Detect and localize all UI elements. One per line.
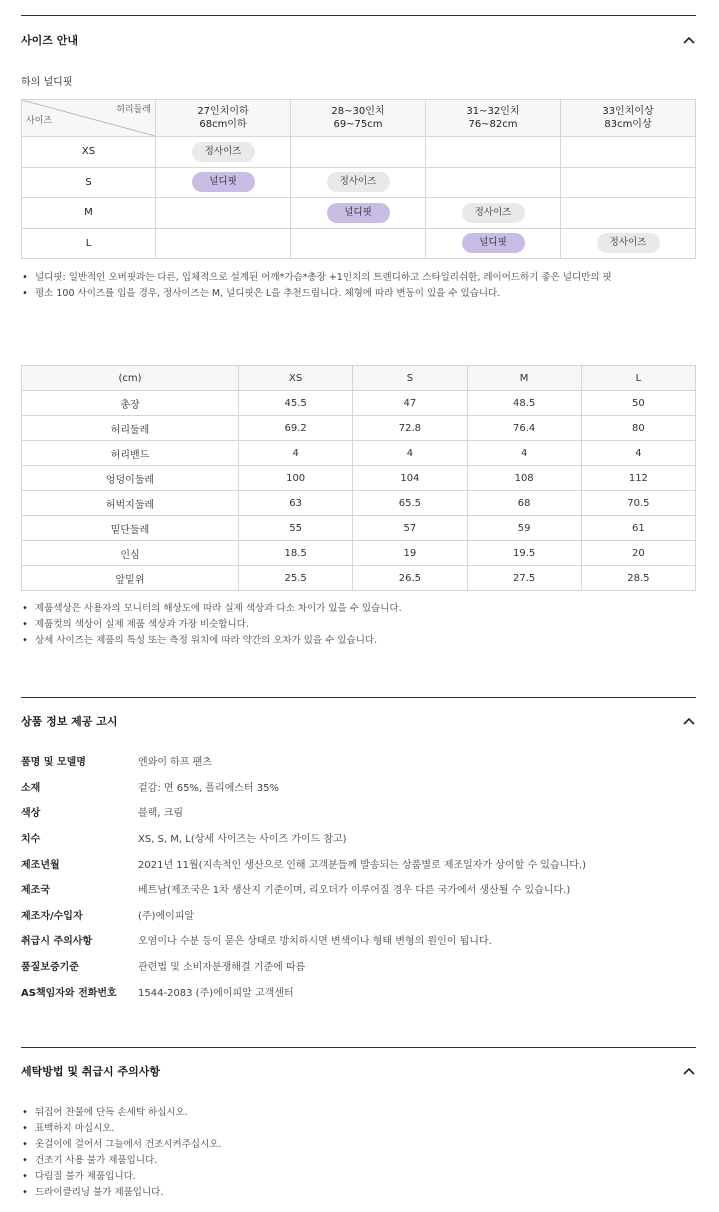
measurement-value-cell: 68 [467, 491, 581, 516]
regular-fit-badge: 정사이즈 [192, 142, 255, 162]
product-info-row [21, 953, 696, 979]
product-info-label: 제조자/수입자 [21, 910, 83, 922]
care-item: • 뒤집어 찬물에 단독 손세탁 하십시오. [21, 1105, 221, 1121]
product-info-label: 품질보증기준 [21, 962, 79, 974]
measurement-value-cell: 4 [353, 441, 467, 466]
care-item: • 옷걸이에 걸어서 그늘에서 건조시켜주십시오. [21, 1137, 221, 1153]
product-info-value: 엔와이 하프 팬츠 [138, 757, 212, 769]
fit-cell [156, 228, 291, 259]
measurement-value-cell: 19.5 [467, 541, 581, 566]
product-info-label: 제조국 [21, 885, 50, 897]
measurement-value-cell: 48.5 [467, 391, 581, 416]
measurement-value-cell: 4 [581, 441, 695, 466]
fit-row-size: M [22, 198, 156, 229]
measurement-label-cell: 인심 [22, 541, 239, 566]
measurement-value-cell: 76.4 [467, 416, 581, 441]
measurement-value-cell: 20 [581, 541, 695, 566]
measurement-value-cell: 26.5 [353, 566, 467, 591]
measurement-header-cell: XS [239, 366, 353, 391]
measurement-value-cell: 112 [581, 466, 695, 491]
product-info-value: 베트남(제조국은 1차 생산지 기준이며, 리오더가 이루어질 경우 다른 국가에서 생산될 수 있습니다.) [138, 885, 571, 897]
fit-cell [156, 137, 291, 168]
product-info-value: 겉감: 면 65%, 폴리에스터 35% [138, 782, 279, 794]
fit-row-size: XS [22, 137, 156, 168]
fit-cell [426, 167, 561, 198]
chevron-up-icon[interactable] [682, 33, 696, 47]
measurement-label-cell: 허리둘레 [22, 416, 239, 441]
care-header[interactable] [21, 1061, 696, 1081]
measurement-value-cell: 100 [239, 466, 353, 491]
measurement-value-cell: 63 [239, 491, 353, 516]
corner-waist-label: 허리둘레 [116, 105, 151, 115]
fit-col-header: 28~30인치 69~75cm [291, 100, 426, 137]
measurement-label-cell: 밑단둘레 [22, 516, 239, 541]
measurement-value-cell: 69.2 [239, 416, 353, 441]
fit-row [22, 167, 696, 198]
loose-fit-badge: 널디핏 [462, 233, 525, 253]
fit-note: • 평소 100 사이즈를 입을 경우, 정사이즈는 M, 널디핏은 L을 추천드립니다. 체형에 따라 변동이 있을 수 있습니다. [21, 286, 612, 302]
measurement-note: • 제품색상은 사용자의 모니터의 해상도에 따라 실제 색상과 다소 차이가 있을 수 있습니다. [21, 601, 402, 617]
fit-cell [426, 228, 561, 259]
product-info-row [21, 850, 696, 876]
product-info-list [21, 748, 696, 1004]
product-info-row [21, 799, 696, 825]
measurement-value-cell: 57 [353, 516, 467, 541]
product-info-value: 2021년 11월(지속적인 생산으로 인해 고객분들께 발송되는 상품별로 제조일자가 상이할 수 있습니다.) [138, 859, 587, 871]
product-info-label: AS책임자와 전화번호 [21, 987, 117, 999]
measurement-value-cell: 80 [581, 416, 695, 441]
fit-col-header: 33인치이상 83cm이상 [561, 100, 696, 137]
fit-cell [156, 198, 291, 229]
section-divider [21, 1047, 696, 1048]
measurement-table [21, 365, 696, 591]
fit-cell [561, 137, 696, 168]
fit-cell [291, 228, 426, 259]
fit-row [22, 137, 696, 168]
measurement-value-cell: 55 [239, 516, 353, 541]
fit-cell [561, 198, 696, 229]
fit-cell [561, 228, 696, 259]
measurement-value-cell: 65.5 [353, 491, 467, 516]
product-info-label: 제조년월 [21, 859, 60, 871]
size-guide-header[interactable] [21, 30, 696, 50]
measurement-value-cell: 61 [581, 516, 695, 541]
measurement-value-cell: 4 [239, 441, 353, 466]
measurement-header-cell: (cm) [22, 366, 239, 391]
fit-note: • 널디핏: 일반적인 오버핏과는 다른, 입체적으로 설계된 어깨*가슴*총장 +1인치의 트렌디하고 스타일리쉬한, 레이어드하기 좋은 널디만의 핏 [21, 270, 612, 286]
care-item: • 드라이클리닝 불가 제품입니다. [21, 1185, 221, 1201]
measurement-value-cell: 28.5 [581, 566, 695, 591]
fit-notes [21, 270, 612, 302]
measurement-notes [21, 601, 402, 649]
fit-table-corner [22, 100, 156, 137]
measurement-row [22, 416, 696, 441]
measurement-label-cell: 앞밑위 [22, 566, 239, 591]
measurement-note: • 제품컷의 색상이 실제 제품 색상과 가장 비슷합니다. [21, 617, 402, 633]
regular-fit-badge: 정사이즈 [327, 172, 390, 192]
care-item: • 다림질 불가 제품입니다. [21, 1169, 221, 1185]
product-info-row [21, 748, 696, 774]
measurement-header-cell: M [467, 366, 581, 391]
fit-cell [291, 137, 426, 168]
fit-table [21, 99, 696, 259]
corner-size-label: 사이즈 [26, 116, 53, 126]
product-info-row [21, 876, 696, 902]
product-info-value: 관련법 및 소비자분쟁해결 기준에 따름 [138, 962, 306, 974]
fit-row [22, 198, 696, 229]
measurement-header-cell: L [581, 366, 695, 391]
fit-row-size: S [22, 167, 156, 198]
measurement-value-cell: 70.5 [581, 491, 695, 516]
product-info-row [21, 902, 696, 928]
regular-fit-badge: 정사이즈 [597, 233, 660, 253]
measurement-label-cell: 엉덩이둘레 [22, 466, 239, 491]
loose-fit-badge: 널디핏 [327, 203, 390, 223]
care-item: • 표백하지 마십시오. [21, 1121, 221, 1137]
section-divider [21, 697, 696, 698]
regular-fit-badge: 정사이즈 [462, 203, 525, 223]
measurement-note: • 상세 사이즈는 제품의 특성 또는 측정 위치에 따라 약간의 오차가 있을 수 있습니다. [21, 633, 402, 649]
fit-cell [291, 198, 426, 229]
fit-cell [426, 137, 561, 168]
product-info-row [21, 774, 696, 800]
measurement-label-cell: 허리밴드 [22, 441, 239, 466]
measurement-value-cell: 59 [467, 516, 581, 541]
measurement-value-cell: 18.5 [239, 541, 353, 566]
measurement-label-cell: 총장 [22, 391, 239, 416]
product-info-label: 색상 [21, 808, 41, 820]
section-divider [21, 15, 696, 16]
care-item: • 건조기 사용 불가 제품입니다. [21, 1153, 221, 1169]
measurement-row [22, 491, 696, 516]
measurement-header-cell: S [353, 366, 467, 391]
fit-cell [291, 167, 426, 198]
product-info-value: 1544-2083 (주)에이피알 고객센터 [138, 987, 294, 999]
measurement-row [22, 516, 696, 541]
fit-cell [156, 167, 291, 198]
product-info-row [21, 927, 696, 953]
product-info-label: 취급시 주의사항 [21, 936, 93, 948]
measurement-value-cell: 108 [467, 466, 581, 491]
fit-table-header-row [22, 100, 696, 137]
chevron-up-icon[interactable] [682, 1064, 696, 1078]
measurement-label-cell: 허벅지둘레 [22, 491, 239, 516]
care-list [21, 1105, 221, 1201]
product-info-row [21, 825, 696, 851]
product-info-value: 블랙, 크림 [138, 808, 183, 820]
product-info-label: 치수 [21, 834, 41, 846]
fit-subtitle: 하의 널디핏 [21, 77, 73, 88]
measurement-row [22, 391, 696, 416]
fit-col-header: 27인치이하 68cm이하 [156, 100, 291, 137]
measurement-value-cell: 104 [353, 466, 467, 491]
measurement-value-cell: 25.5 [239, 566, 353, 591]
measurement-value-cell: 47 [353, 391, 467, 416]
fit-row [22, 228, 696, 259]
fit-row-size: L [22, 228, 156, 259]
product-info-value: 오염이나 수분 등이 묻은 상태로 방치하시면 변색이나 형태 변형의 원인이 됩니다. [138, 936, 492, 948]
measurement-row [22, 566, 696, 591]
measurement-value-cell: 19 [353, 541, 467, 566]
measurement-value-cell: 4 [467, 441, 581, 466]
product-info-value: (주)에이피알 [138, 910, 195, 922]
product-info-header[interactable] [21, 711, 696, 731]
loose-fit-badge: 널디핏 [192, 172, 255, 192]
measurement-value-cell: 50 [581, 391, 695, 416]
measurement-row [22, 441, 696, 466]
chevron-up-icon[interactable] [682, 714, 696, 728]
measurement-value-cell: 72.8 [353, 416, 467, 441]
product-info-label: 소재 [21, 782, 41, 794]
size-guide-title: 사이즈 안내 [21, 34, 78, 47]
measurement-value-cell: 27.5 [467, 566, 581, 591]
measurement-header-row [22, 366, 696, 391]
care-title: 세탁방법 및 취급시 주의사항 [21, 1065, 160, 1078]
measurement-row [22, 466, 696, 491]
fit-cell [426, 198, 561, 229]
measurement-value-cell: 45.5 [239, 391, 353, 416]
product-info-label: 품명 및 모델명 [21, 757, 86, 769]
product-info-value: XS, S, M, L(상세 사이즈는 사이즈 가이드 참고) [138, 834, 347, 846]
fit-cell [561, 167, 696, 198]
fit-col-header: 31~32인치 76~82cm [426, 100, 561, 137]
measurement-row [22, 541, 696, 566]
product-info-title: 상품 정보 제공 고시 [21, 715, 118, 728]
product-info-row [21, 978, 696, 1004]
